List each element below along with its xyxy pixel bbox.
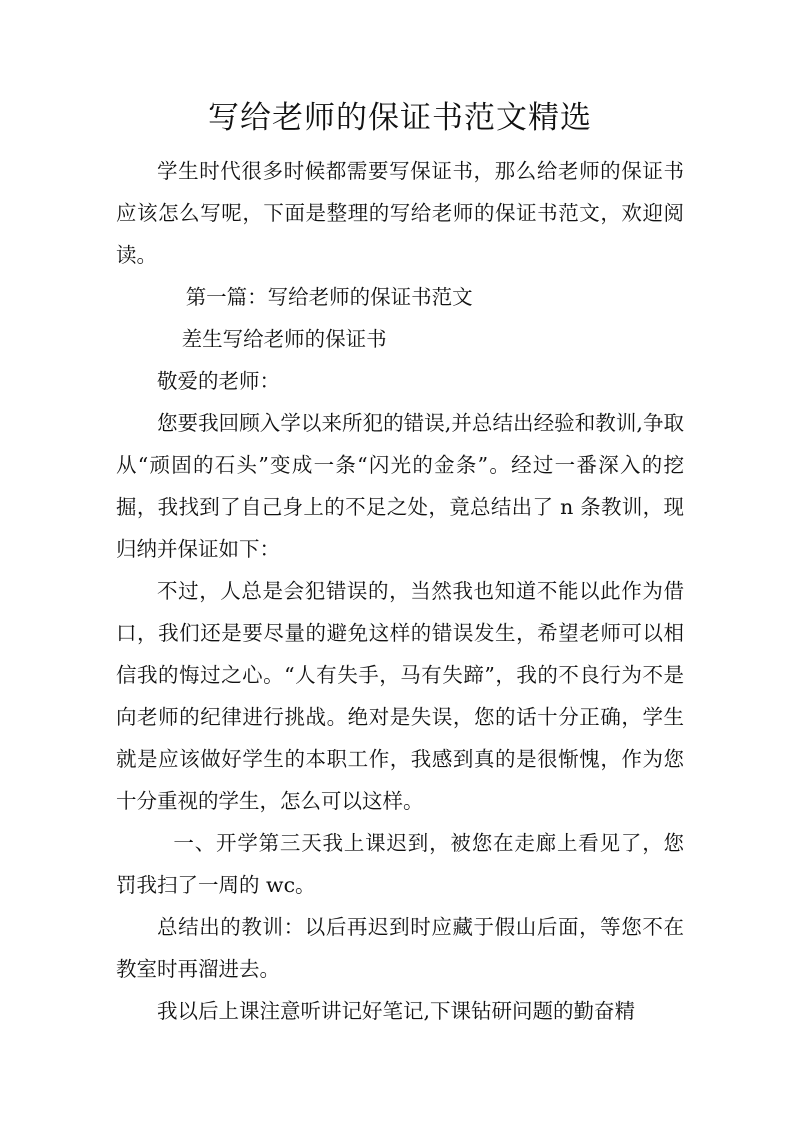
document-body	[116, 150, 684, 1032]
salutation: 敬爱的老师：	[157, 369, 280, 393]
body-paragraph: 不过，人总是会犯错误的，当然我也知道不能以此作为借口，我们还是要尽量的避免这样的错误发生，希望老师可以相信我的悔过之心。“人有失手，马有失蹄”，我的不良行为不是向老师的纪律进行挑战。绝对是失误，您的话十分正确，学生就是应该做好学生的本职工作，我感到真的是很惭愧，作为您十分重视的学生，怎么可以这样。	[116, 579, 684, 813]
body-paragraph: 我以后上课注意听讲记好笔记,下课钻研问题的勤奋精	[157, 999, 636, 1023]
body-paragraph: 您要我回顾入学以来所犯的错误,并总结出经验和教训,争取从“顽固的石头”变成一条“闪光的金条”。经过一番深入的挖掘，我找到了自己身上的不足之处，竟总结出了 n 条教训，现归纳并保证如下：	[116, 411, 684, 561]
numbered-item: 一、开学第三天我上课迟到，被您在走廊上看见了，您罚我扫了一周的 wc。	[116, 831, 684, 897]
letter-subtitle: 差生写给老师的保证书	[181, 327, 387, 351]
intro-paragraph: 学生时代很多时候都需要写保证书，那么给老师的保证书应该怎么写呢，下面是整理的写给老师的保证书范文，欢迎阅读。	[116, 159, 684, 267]
section-heading: 第一篇：写给老师的保证书范文	[185, 285, 473, 309]
lesson-paragraph: 总结出的教训：以后再迟到时应藏于假山后面，等您不在教室时再溜进去。	[116, 915, 684, 981]
document-title: 写给老师的保证书范文精选	[208, 100, 592, 136]
